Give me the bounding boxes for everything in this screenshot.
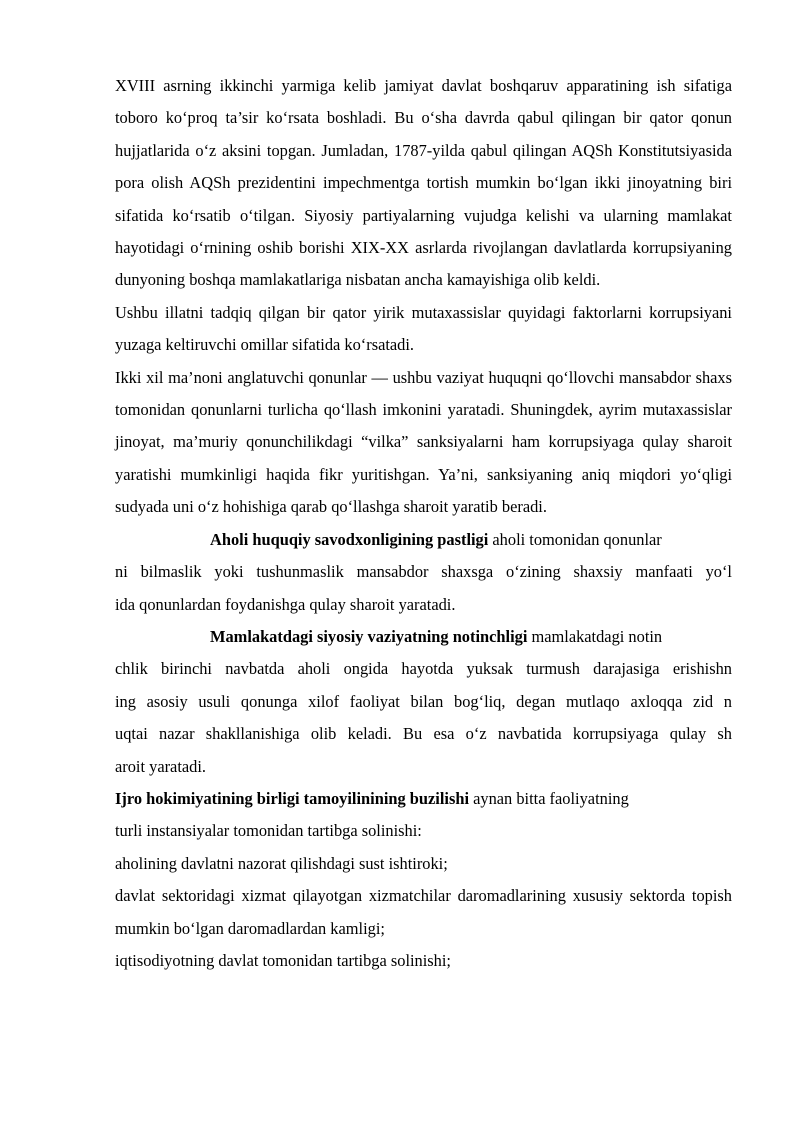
paragraph-ambiguous-laws: Ikki xil ma’noni anglatuvchi qonunlar — ushbu vaziyat huquqni qo‘llovchi mansabdor shaxs tomonidan qonunlarni turlicha qo‘llash imkonini yaratadi. Shuningdek, ayrim mutaxassislar jinoyat, ma’muriy qonunchilikdagi “vilka” sanksiyalarni ham korrupsiyaga qulay sharoit yaratishi mumkinligi haqida fikr yuritishgan. Ya’ni, sanksiyaning aniq miqdori yo‘qligi sudyada uni o‘z hohishiga qarab qo‘llashga sharoit yaratib beradi.	[115, 367, 732, 517]
paragraph-legal-literacy	[115, 524, 732, 621]
paragraph-political-instability-line-4: uqtai nazar shakllanishiga olib keladi. Bu esa o‘z navbatida korrupsiyaga qulay sh	[115, 724, 732, 744]
paragraph-factors-intro: Ushbu illatni tadqiq qilgan bir qator yirik mutaxassislar quyidagi faktorlarni korrupsiyani yuzaga keltiruvchi omillar sifatida ko‘rsatadi.	[115, 302, 732, 355]
paragraph-history: XVIII asrning ikkinchi yarmiga kelib jamiyat davlat boshqaruv apparatining ish sifatiga toboro ko‘proq ta’sir ko‘rsata boshladi. Bu o‘sha davrda qabul qilingan bir qator qonun hujjatlarida o‘z aksini topgan. Jumladan, 1787-yilda qabul qilingan AQSh Konstitutsiyasida pora olish AQSh prezidentini impechmentga tortish mumkin bo‘lgan ikki jinoyatning biri sifatida ko‘rsatib o‘tilgan. Siyosiy partiyalarning vujudga kelishi va ularning mamlakat hayotidagi o‘rnining oshib borishi XIX-XX asrlarda rivojlangan davlatlarda korrupsiyaning dunyoning boshqa mamlakatlariga nisbatan ancha kamayishiga olib keldi.	[115, 76, 732, 290]
heading-political-instability: Mamlakatdagi siyosiy vaziyatning notinchligi	[210, 626, 528, 646]
list-item-state-regulation: iqtisodiyotning davlat tomonidan tartibga solinishi;	[115, 950, 451, 970]
paragraph-legal-literacy-line-3: ida qonunlardan foydanishga qulay sharoit yaratadi.	[115, 594, 456, 614]
list-item-salary-gap: davlat sektoridagi xizmat qilayotgan xizmatchilar daromadlarining xususiy sektorda topish mumkin bo‘lgan daromadlardan kamligi;	[115, 886, 732, 938]
heading-executive-unity: Ijro hokimiyatining birligi tamoyilinining buzilishi	[115, 788, 469, 808]
paragraph-legal-literacy-line-2: ni bilmaslik yoki tushunmaslik mansabdor shaxsga o‘zining shaxsiy manfaati yo‘l	[115, 562, 732, 582]
paragraph-legal-literacy-line-1: Aholi huquqiy savodxonligining pastligi aholi tomonidan qonunlar	[210, 529, 662, 549]
paragraph-executive-unity-line-2: turli instansiyalar tomonidan tartibga solinishi:	[115, 821, 422, 841]
paragraph-political-instability-line-5: aroit yaratadi.	[115, 756, 207, 776]
paragraph-political-instability-line-2: chlik birinchi navbatda aholi ongida hayotda yuksak turmush darajasiga erishishn	[115, 659, 732, 679]
heading-legal-literacy: Aholi huquqiy savodxonligining pastligi	[210, 529, 489, 549]
paragraph-executive-unity-line-1: Ijro hokimiyatining birligi tamoyilinining buzilishi aynan bitta faoliyatning	[115, 788, 629, 808]
list-item-public-oversight: aholining davlatni nazorat qilishdagi sust ishtiroki;	[115, 853, 448, 873]
paragraph-political-instability-line-1: Mamlakatdagi siyosiy vaziyatning notinchligi mamlakatdagi notin	[210, 626, 663, 646]
paragraph-political-instability	[115, 621, 732, 783]
document-page	[115, 70, 732, 977]
paragraph-executive-unity	[115, 783, 732, 848]
paragraph-political-instability-line-3: ing asosiy usuli qonunga xilof faoliyat bilan bog‘liq, degan mutlaqo axloqqa zid n	[115, 691, 732, 711]
